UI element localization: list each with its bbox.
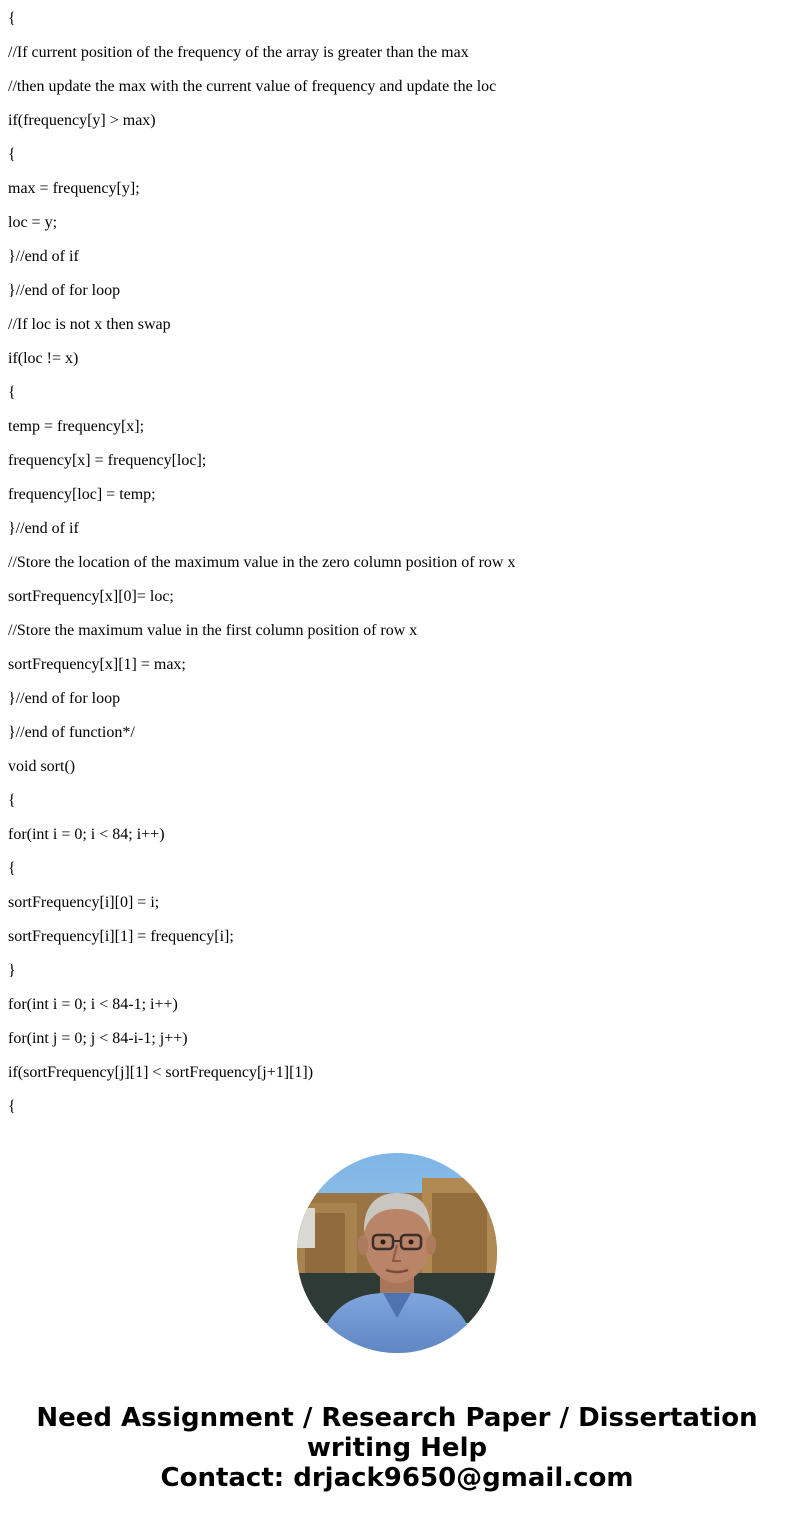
code-line: //Store the maximum value in the first column position of row x <box>8 622 418 639</box>
code-line: sortFrequency[i][1] = frequency[i]; <box>8 928 234 945</box>
code-line: }//end of function*/ <box>8 724 135 741</box>
code-line: { <box>8 146 16 163</box>
code-line: //then update the max with the current value of frequency and update the loc <box>8 78 497 95</box>
code-line: sortFrequency[x][0]= loc; <box>8 588 174 605</box>
code-line: { <box>8 10 16 27</box>
author-photo-icon <box>297 1153 497 1353</box>
code-line: //If current position of the frequency of the array is greater than the max <box>8 44 469 61</box>
code-line: }//end of if <box>8 520 79 537</box>
code-line: frequency[x] = frequency[loc]; <box>8 452 207 469</box>
promo-line-2: writing Help <box>306 1433 488 1463</box>
code-line: max = frequency[y]; <box>8 180 140 197</box>
code-line: if(frequency[y] > max) <box>8 112 156 129</box>
code-line: for(int i = 0; i < 84-1; i++) <box>8 996 178 1013</box>
promo-line-1: Need Assignment / Research Paper / Dissertation <box>36 1403 758 1433</box>
code-line: sortFrequency[x][1] = max; <box>8 656 186 673</box>
code-line: sortFrequency[i][0] = i; <box>8 894 160 911</box>
code-line: for(int i = 0; i < 84; i++) <box>8 826 165 843</box>
code-line: }//end of if <box>8 248 79 265</box>
code-line: if(loc != x) <box>8 350 79 367</box>
code-line: //Store the location of the maximum value in the zero column position of row x <box>8 554 516 571</box>
author-avatar <box>297 1153 497 1353</box>
code-line: { <box>8 1098 16 1115</box>
code-line: }//end of for loop <box>8 282 121 299</box>
code-line: { <box>8 384 16 401</box>
code-line: //If loc is not x then swap <box>8 316 171 333</box>
code-line: if(sortFrequency[j][1] < sortFrequency[j+1][1]) <box>8 1064 314 1081</box>
code-line: for(int j = 0; j < 84-i-1; j++) <box>8 1030 188 1047</box>
code-line: loc = y; <box>8 214 58 231</box>
code-line: temp = frequency[x]; <box>8 418 145 435</box>
code-line: void sort() <box>8 758 76 775</box>
code-line: }//end of for loop <box>8 690 121 707</box>
promo-contact: Contact: drjack9650@gmail.com <box>160 1463 634 1493</box>
code-line: { <box>8 792 16 809</box>
code-listing <box>8 0 788 1122</box>
promo-banner <box>0 1403 794 1493</box>
code-line: frequency[loc] = temp; <box>8 486 156 503</box>
code-line: } <box>8 962 16 979</box>
code-line: { <box>8 860 16 877</box>
